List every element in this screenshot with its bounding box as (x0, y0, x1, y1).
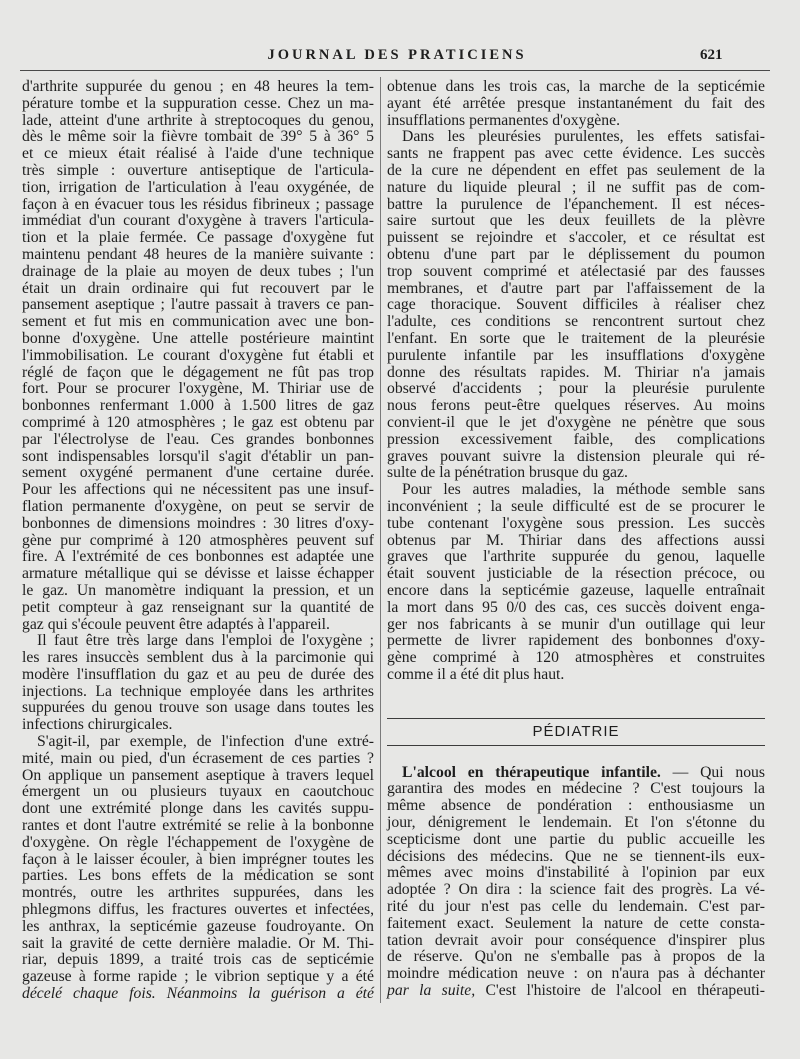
text-line: réglé de façon que le dégagement ne fût pas trop (22, 363, 374, 381)
paragraph (387, 129, 765, 482)
text-line: ayant été arrêtée presque instantanément du fait des (387, 94, 765, 112)
text-line: petit compteur à gaz renseignant sur la quantité de (22, 598, 374, 616)
text-line: sulte de la pénétration brusque du gaz. (387, 464, 628, 482)
text-line: encore dans la septicémie gazeuse, laquelle entraînait (387, 581, 765, 599)
header-rule (20, 70, 770, 71)
paragraph (22, 633, 374, 734)
text-line: mité, main ou pied, d'un écrasement de ces parties ? (22, 749, 374, 767)
text-line: bonne d'oxygène. Une attelle postérieure maintint (22, 329, 374, 347)
text-line: gazeuse à forme rapide ; le vibrion septique y a été (22, 968, 374, 986)
text-line: bonbonnes de dimensions moindres : 30 litres d'oxy- (22, 514, 374, 532)
text-line: dès le même soir la fièvre tombait de 39° 5 à 36° 5 (22, 128, 374, 146)
text-line: immédiat d'un courant d'oxygène à travers l'articula- (22, 212, 374, 230)
text-line: sait la gravité de cette dernière maladie. Or M. Thi- (22, 934, 374, 952)
text-line: tion et la plaie fermée. Ce passage d'oxygène fut (22, 229, 374, 247)
text-line: façon à en évacuer tous les résidus fibrineux ; passage (22, 195, 374, 213)
article (387, 765, 765, 1000)
text-line: riar, depuis 1899, a traité trois cas de septicémie (22, 951, 374, 969)
text-line: tube contenant l'oxygène sous pression. Les succès (387, 514, 765, 532)
text-line: sont indispensables lorsqu'il s'agit d'établir un pan- (22, 447, 374, 465)
text-line: Pour les affections qui ne nécessitent pas une insuf- (22, 481, 374, 499)
text-line: inconvénient ; la seule difficulté est de se procurer le (387, 497, 765, 515)
text-line: nous ferons peut-être quelques réserves. Au moins (387, 397, 765, 415)
text-line: dont une extrémité plonge dans les cavités suppu- (22, 800, 374, 818)
page-number: 621 (700, 47, 723, 63)
column-divider (380, 77, 381, 1003)
text-span: C'est l'histoire de l'alcool en thérapeuti- (485, 982, 766, 1000)
text-line: tation devrait avoir pour conséquence d'inspirer plus (387, 931, 765, 949)
paragraph (22, 79, 374, 633)
text-line: pansement aseptique ; l'autre passait à travers ce pan- (22, 296, 374, 314)
text-line: était souvent justiciable de la résection précoce, ou (387, 565, 765, 583)
text-line: faitement exact. Seulement la nature de cette consta- (387, 914, 765, 932)
text-line: donne des résultats rapides. M. Thiriar n'a jamais (387, 363, 765, 381)
section-heading: PÉDIATRIE (387, 718, 765, 746)
text-line: graves que l'arthrite suppurée du genou, laquelle (387, 548, 765, 566)
text-line: obtenu d'une part par le déplissement du poumon (387, 245, 765, 263)
text-line: nature du liquide pleural ; il ne suffit pas de com- (387, 178, 765, 196)
text-line: l'immobilisation. Le courant d'oxygène fut établi et (22, 346, 374, 364)
text-line: fire. A l'extrémité de ces bonbonnes est adaptée une (22, 548, 374, 566)
text-line: Pour les autres maladies, la méthode semble sans (402, 481, 765, 499)
text-line: jour, dénigrement le lendemain. Et l'on s'étonne du (387, 814, 765, 832)
text-line: fort. Pour se procurer l'oxygène, M. Thiriar use de (22, 380, 374, 398)
text-line: garantira des modes en médecine ? C'est toujours la (387, 780, 765, 798)
text-line: battre la purulence de l'épanchement. Il est néces- (387, 195, 765, 213)
text-line: permette de livrer rapidement des bonbonnes d'oxy- (387, 632, 765, 650)
text-line: le gaz. Un manomètre indiquant la pression, et un (22, 581, 374, 599)
text-line: sants ne frappent pas avec cette évidence. Les succès (387, 145, 765, 163)
text-line: était un drain ordinaire qui fut recouvert par le (22, 279, 374, 297)
paragraph (22, 734, 374, 1003)
text-line: les anthrax, la septicémie gazeuse foudroyante. On (22, 917, 374, 935)
text-line: adoptée ? On dira : la science fait des progrès. La vé- (387, 881, 765, 899)
text-line: décisions des médecins. Que ne se tiennent-ils eux- (387, 847, 765, 865)
text-line: pression excessivement faible, des complications (387, 430, 765, 448)
text-line: observé d'accidents ; pour la pleurésie purulente (387, 380, 765, 398)
text-line: bonbonnes renfermant 1.000 à 1.500 litres de gaz (22, 397, 374, 415)
text-line: sement oxygéné permanent d'une certaine durée. (22, 464, 374, 482)
text-line: injections. La technique employée dans les arthrites (22, 682, 374, 700)
text-line: maintenu pendant 48 heures de la manière suivante : (22, 245, 374, 263)
text-line: l'enfant. En sorte que le traitement de la pleurésie (387, 329, 765, 347)
text-line: lade, atteint d'une arthrite à streptocoques du genou, (22, 111, 374, 129)
text-line (387, 983, 765, 1000)
text-line: obtenus par M. Thiriar dans des affections aussi (387, 531, 765, 549)
text-line: parties. Les bons effets de la médication se sont (22, 867, 374, 885)
left-column (22, 79, 374, 1003)
text-line: d'oxygène. On règle l'échappement de l'oxygène de (22, 833, 374, 851)
text-line: comme il a été dit plus haut. (387, 665, 565, 683)
text-line: membranes, et d'autre part par l'affaissement de la (387, 279, 765, 297)
text-line: gène comprimé à 120 atmosphères et construites (387, 649, 765, 667)
text-line: flation permanente d'oxygène, on peut se servir de (22, 497, 374, 515)
text-line: très simple : ouverture antiseptique de l'articula- (22, 161, 374, 179)
text-line: rantes et dont l'autre extrémité se relie à la bonbonne (22, 817, 374, 835)
text-line: montrés, outre les arthrites suppurées, dans les (22, 884, 374, 902)
text-line: puissent se rejoindre et s'accoler, et ce résultat est (387, 229, 765, 247)
text-line: insufflations permanentes d'oxygène. (387, 111, 620, 129)
text-line: On applique un pansement aseptique à travers lequel (22, 766, 374, 784)
text-line: infections chirurgicales. (22, 716, 173, 734)
text-line: décelé chaque fois. Néanmoins la guérison a été (22, 985, 374, 1003)
text-line: émergent un ou plusieurs tuyaux en caoutchouc (22, 783, 374, 801)
text-line: moindre médication neuve : on n'aura pas à déchanter (387, 965, 765, 983)
text-line: suppurées du genou trouve son usage dans toutes les (22, 699, 374, 717)
text-line: et ce mieux était réalisé à l'aide d'une technique (22, 145, 374, 163)
paragraph (387, 482, 765, 684)
text-line: modère l'insufflation du gaz et au peu de durée des (22, 665, 374, 683)
right-column (387, 79, 765, 1000)
text-line: d'arthrite suppurée du genou ; en 48 heures la tem- (22, 78, 374, 95)
text-line: l'adulte, ces conditions se rencontrent surtout chez (387, 313, 765, 331)
article-title: L'alcool en thérapeutique infantile. (402, 763, 661, 781)
text-line: obtenue dans les trois cas, la marche de la septicémie (387, 78, 765, 95)
text-line: phlegmons diffus, les fractures ouvertes et infectées, (22, 901, 374, 919)
text-line: de réserve. Qu'on ne s'emballe pas à propos de la (387, 948, 765, 966)
text-line: de la cure ne dépendent en effet pas seulement de la (387, 161, 765, 179)
paragraph (387, 79, 765, 129)
text-line: tion, irrigation de l'articulation à l'eau oxygénée, de (22, 178, 374, 196)
running-head-title: JOURNAL DES PRATICIENS (267, 47, 527, 63)
text-span-italic: par la suite, (387, 982, 476, 1000)
text-line: gène pur comprimé à 120 atmosphères peuvent suf (22, 531, 374, 549)
text-line: saire surtout que les deux feuillets de la plèvre (387, 212, 765, 230)
text-line: trop souvent comprimé et atélectasié par des fausses (387, 262, 765, 280)
text-line: rité du jour n'est pas celle du lendemain. C'est par- (387, 898, 765, 916)
text-line: les rares insuccès semblent dus à la parcimonie qui (22, 649, 374, 667)
text-line: même absence de pondération : enthousiasme un (387, 797, 765, 815)
text-line: comprimé à 120 atmosphères ; le gaz est obtenu par (22, 413, 374, 431)
text-line: pérature tombe et la suppuration cesse. Chez un ma- (22, 94, 374, 112)
text-span: — Qui nous (672, 763, 765, 781)
text-line: purulente infantile par les insufflations d'oxygène (387, 346, 765, 364)
text-line: sement et fut mis en communication avec une bon- (22, 313, 374, 331)
text-line: convient-il que le jet d'oxygène ne pénètre que sous (387, 413, 765, 431)
text-line (387, 765, 765, 782)
text-line: S'agit-il, par exemple, de l'infection d'une extré- (37, 733, 374, 751)
text-line: Dans les pleurésies purulentes, les effets satisfai- (402, 128, 765, 146)
text-line: Il faut être très large dans l'emploi de l'oxygène ; (37, 632, 374, 650)
text-line: gaz qui s'écoule peuvent être adaptés à l'appareil. (22, 615, 330, 633)
text-line: façon à le laisser écouler, à bien imprégner toutes les (22, 850, 374, 868)
text-line: cage thoracique. Souvent difficiles à réaliser chez (387, 296, 765, 314)
text-line: mêmes avec moins d'instabilité à l'opinion par eux (387, 864, 765, 882)
text-line: ger nos fabricants à se munir d'un outillage qui leur (387, 615, 765, 633)
text-line: armature métallique qui se dévisse et laisse échapper (22, 565, 374, 583)
text-line: drainage de la plaie au moyen de deux tubes ; l'un (22, 262, 374, 280)
text-line: scepticisme dont une partie du public accueille les (387, 830, 765, 848)
text-line: par l'électrolyse de l'eau. Ces grandes bonbonnes (22, 430, 374, 448)
text-line: la mort dans 95 0/0 des cas, ces succès doivent enga- (387, 598, 765, 616)
text-line: graves pouvant suivre la distension pleurale qui ré- (387, 447, 765, 465)
